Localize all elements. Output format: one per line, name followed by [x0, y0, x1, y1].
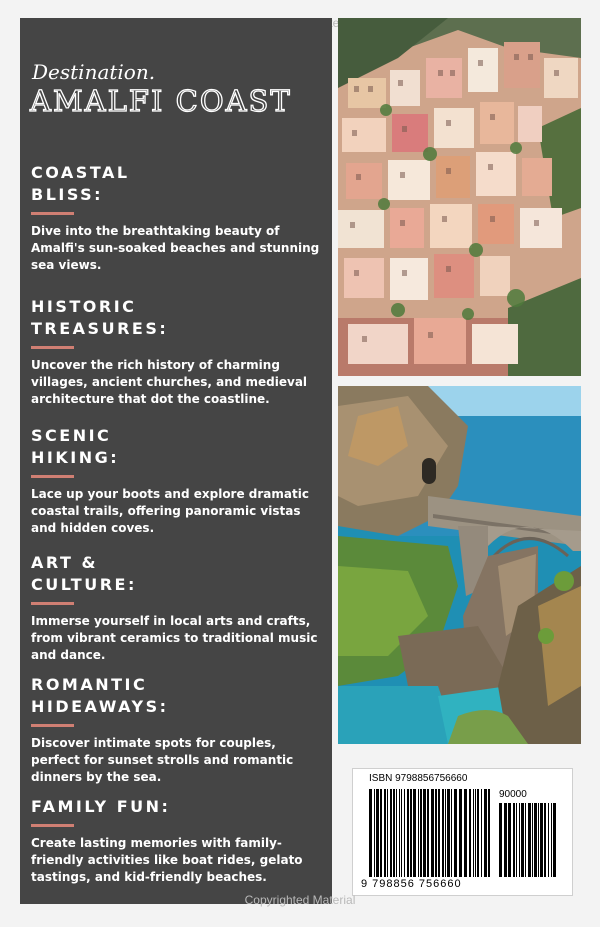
section-heading-line-2: HIDEAWAYS: — [31, 697, 169, 716]
barcode-bar — [393, 789, 395, 877]
section-heading — [31, 796, 321, 818]
barcode-bar — [401, 789, 402, 877]
accent-rule — [31, 824, 74, 827]
barcode-bar — [544, 803, 546, 877]
section-art-culture — [31, 552, 321, 664]
barcode-bar — [532, 803, 533, 877]
accent-rule — [31, 724, 74, 727]
section-heading-line-2: CULTURE: — [31, 575, 137, 594]
barcode-bar — [475, 789, 476, 877]
barcode-bar — [418, 789, 419, 877]
accent-rule — [31, 602, 74, 605]
barcode-bar — [553, 803, 556, 877]
barcode-bar — [407, 789, 409, 877]
fjord-bridge-photo — [338, 386, 581, 744]
section-body: Dive into the breathtaking beauty of Amalfi's sun-soaked beaches and stunning sea views. — [31, 224, 320, 272]
barcode-bar — [451, 789, 452, 877]
section-heading-line-1: SCENIC — [31, 426, 112, 445]
barcode-bar — [521, 803, 524, 877]
barcode-bar — [435, 789, 437, 877]
accent-rule — [31, 475, 74, 478]
barcode-bar — [413, 789, 416, 877]
section-heading-line-1: ROMANTIC — [31, 675, 148, 694]
section-body: Lace up your boots and explore dramatic coastal trails, offering panoramic vistas and hidden coves. — [31, 487, 309, 535]
accent-rule — [31, 212, 74, 215]
barcode-bar — [431, 789, 434, 877]
section-heading-line-2: TREASURES: — [31, 319, 169, 338]
watermark-bottom: Copyrighted Material — [244, 893, 356, 907]
barcode-bar — [454, 789, 457, 877]
section-historic-treasures — [31, 296, 321, 408]
barcode-bar — [499, 803, 502, 877]
section-body: Immerse yourself in local arts and crafts, from vibrant ceramics to traditional music and dance. — [31, 614, 318, 662]
section-heading-line-1: HISTORIC — [31, 297, 137, 316]
section-heading-line-1: COASTAL — [31, 163, 130, 182]
barcode-bar — [396, 789, 397, 877]
barcode-bar — [504, 803, 507, 877]
barcode-bar — [469, 789, 471, 877]
barcode-bar — [528, 803, 531, 877]
destination-label: Destination. — [32, 60, 156, 84]
section-heading-line-2: HIKING: — [31, 448, 120, 467]
barcode-bar — [447, 789, 450, 877]
barcode-bar — [387, 789, 388, 877]
barcode-bar — [423, 789, 426, 877]
barcode-bar — [420, 789, 422, 877]
section-family-fun — [31, 796, 321, 886]
barcode-bar — [445, 789, 446, 877]
accent-rule — [31, 346, 74, 349]
barcode-bar — [380, 789, 382, 877]
section-heading-line-2: BLISS: — [31, 185, 104, 204]
addon-barcode-bars — [499, 803, 557, 877]
section-scenic-hiking — [31, 425, 321, 537]
barcode-bar — [376, 789, 379, 877]
watermark-top: Material — [312, 16, 356, 30]
barcode-bar — [534, 803, 537, 877]
barcode-bar — [551, 803, 552, 877]
price-addon-code: 90000 — [499, 789, 527, 800]
barcode-bar — [442, 789, 444, 877]
section-body: Uncover the rich history of charming villages, ancient churches, and medieval architecture that dot the coastline. — [31, 358, 308, 406]
barcode-bar — [508, 803, 511, 877]
text-panel — [20, 18, 332, 904]
section-romantic-hideaways — [31, 674, 321, 786]
barcode-bar — [477, 789, 479, 877]
barcode-bar — [473, 789, 474, 877]
barcode-bar — [438, 789, 440, 877]
barcode-bar — [464, 789, 467, 877]
section-heading — [31, 162, 321, 206]
section-coastal-bliss — [31, 162, 321, 274]
barcode-bar — [459, 789, 462, 877]
barcode-bar — [427, 789, 429, 877]
barcode-bar — [488, 789, 490, 877]
section-body: Create lasting memories with family-friendly activities like boat rides, gelato tastings, and kid-friendly beaches. — [31, 836, 303, 884]
barcode-bar — [410, 789, 412, 877]
section-heading — [31, 296, 321, 340]
section-heading — [31, 425, 321, 469]
barcode-bar — [481, 789, 482, 877]
section-body: Discover intimate spots for couples, perfect for sunset strolls and romantic dinners by the sea. — [31, 736, 294, 784]
barcode-bar — [369, 789, 372, 877]
barcode-bar — [374, 789, 375, 877]
barcode-bar — [384, 789, 386, 877]
page-title: AMALFI COAST — [30, 84, 292, 118]
barcode-bar — [525, 803, 526, 877]
barcode-digits: 9 798856 756660 — [361, 878, 462, 890]
section-heading — [31, 674, 321, 718]
barcode-bar — [399, 789, 400, 877]
barcode-block — [352, 768, 573, 896]
barcode-bar — [513, 803, 515, 877]
isbn-label: ISBN 9798856756660 — [369, 773, 468, 784]
positano-village-photo — [338, 18, 581, 376]
barcode-bar — [519, 803, 520, 877]
barcode-bar — [390, 789, 392, 877]
barcode-bars — [369, 789, 491, 877]
barcode-bar — [538, 803, 539, 877]
section-heading — [31, 552, 321, 596]
section-heading-line-1: FAMILY FUN: — [31, 797, 171, 816]
barcode-bar — [404, 789, 405, 877]
section-heading-line-1: ART & — [31, 553, 98, 572]
barcode-bar — [516, 803, 517, 877]
barcode-bar — [540, 803, 543, 877]
barcode-bar — [548, 803, 549, 877]
barcode-bar — [484, 789, 487, 877]
